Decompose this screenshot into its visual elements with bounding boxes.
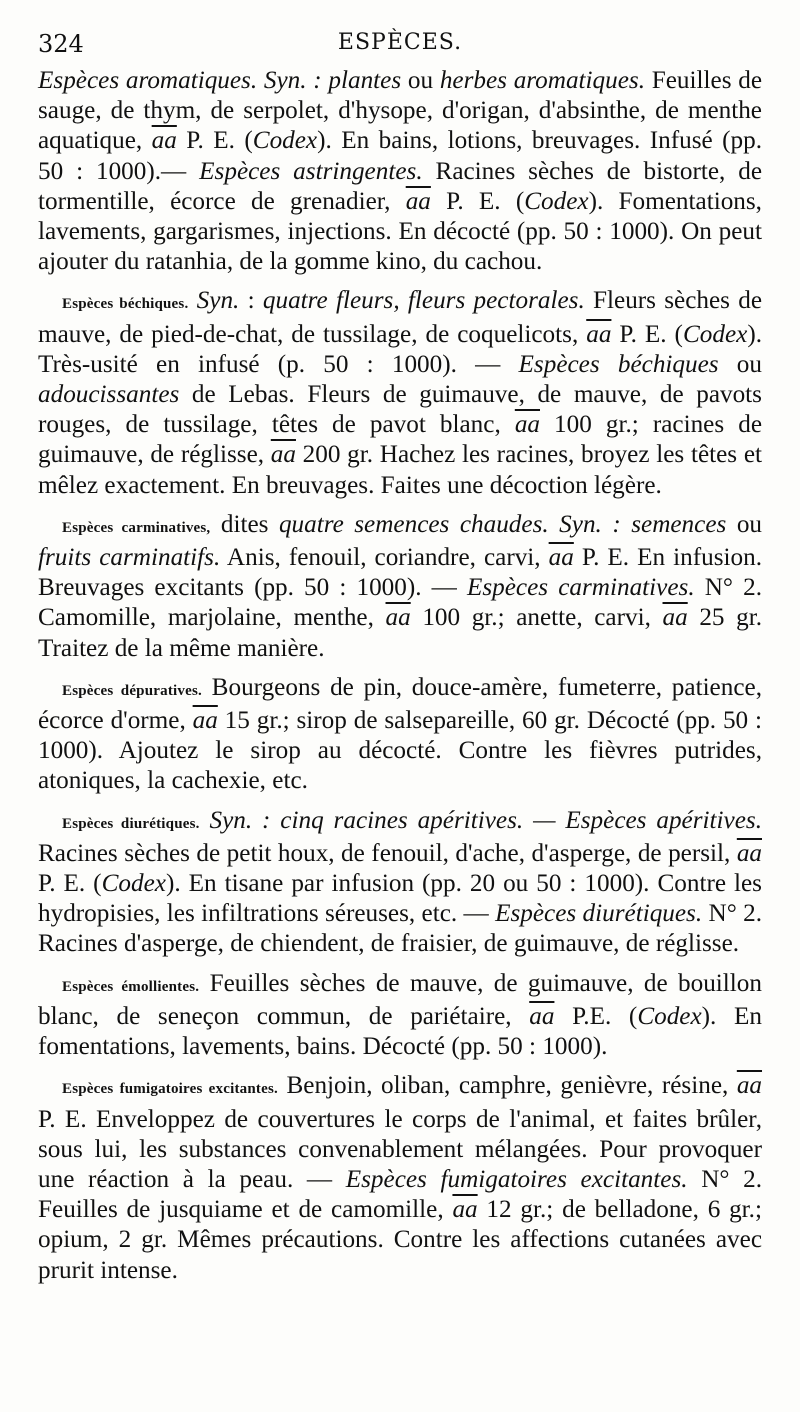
body-text bbox=[38, 66, 762, 1286]
ana-abbreviation: $\overline{aa}$ bbox=[529, 1002, 555, 1030]
entry-headword: Espèces fumigatoires excitantes. bbox=[62, 1081, 278, 1098]
text-run bbox=[200, 807, 210, 834]
ana-abbreviation: $\overline{aa}$ bbox=[151, 127, 177, 155]
italic-text: Codex bbox=[252, 127, 318, 155]
text-run: N° 2. Feuilles de jusquiame et de camomille, bbox=[38, 1165, 762, 1224]
italic-text: Codex bbox=[637, 1002, 702, 1030]
italic-text: Espèces fumigatoires excitantes. bbox=[345, 1165, 688, 1193]
running-head: ESPÈCES. bbox=[337, 30, 463, 55]
text-run: : bbox=[239, 287, 263, 315]
entry-paragraph bbox=[38, 1071, 762, 1285]
text-run: ). En tisane par infusion (pp. 20 ou 50 : 1000). Contre les hydropisies, les infiltrations séreuses, etc. — bbox=[38, 870, 762, 928]
text-run: Bourgeons de pin, douce-amère, fumeterre, patience, écorce d'orme, bbox=[38, 673, 762, 735]
entry-paragraph bbox=[38, 510, 762, 664]
text-run: N° 2. Racines d'asperge, de chiendent, de fraisier, de guimauve, de réglisse. bbox=[38, 900, 762, 958]
text-run: Feuilles de sauge, de thym, de serpolet, d'hysope, d'origan, d'absinthe, de menthe aquatique, bbox=[38, 67, 763, 155]
text-run: de Lebas. Fleurs de guimauve, de mauve, de pavots rouges, de tussilage, têtes de pavot blanc, bbox=[38, 381, 762, 439]
entry-paragraph bbox=[38, 286, 762, 500]
ana-abbreviation: $\overline{aa}$ bbox=[514, 411, 540, 439]
ana-abbreviation: $\overline{aa}$ bbox=[736, 839, 762, 867]
entry-paragraph bbox=[38, 673, 762, 797]
text-run: Benjoin, oliban, camphre, genièvre, résine, bbox=[277, 1072, 737, 1100]
italic-text: Syn. bbox=[196, 287, 240, 315]
text-run: 100 gr.; anette, carvi, bbox=[410, 604, 663, 632]
italic-text: fruits carminatifs. bbox=[38, 544, 221, 572]
ana-abbreviation: $\overline{aa}$ bbox=[548, 544, 574, 572]
italic-text: Espèces astringentes. bbox=[199, 157, 423, 185]
text-run: P. E. ( bbox=[38, 870, 102, 898]
italic-text: Espèces béchiques bbox=[518, 350, 719, 378]
text-run: ). En fomentations, lavements, bains. Décocté (pp. 50 : 1000). bbox=[38, 1002, 762, 1061]
ana-abbreviation: $\overline{aa}$ bbox=[662, 604, 688, 632]
text-run: Anis, fenouil, coriandre, carvi, bbox=[220, 544, 549, 572]
ana-abbreviation: $\overline{aa}$ bbox=[736, 1072, 763, 1100]
text-run: N° 2. Camomille, marjolaine, menthe, bbox=[38, 574, 763, 632]
text-run: ). En bains, lotions, breuvages. Infusé (pp. 50 : 1000).— bbox=[38, 127, 762, 185]
text-run: dites bbox=[210, 510, 279, 538]
page-number: 324 bbox=[38, 30, 84, 58]
italic-text: Espèces carminatives. bbox=[466, 574, 695, 602]
text-run: ou bbox=[718, 350, 762, 378]
entry-paragraph bbox=[38, 66, 762, 277]
text-run: Racines sèches de petit houx, de fenouil, d'ache, d'asperge, de persil, bbox=[38, 839, 737, 867]
italic-text: Syn. : cinq racines apéritives. — Espèces apéritives. bbox=[209, 806, 762, 834]
text-run: P. E. ( bbox=[611, 320, 683, 348]
entry-headword: Espèces béchiques. bbox=[62, 296, 189, 313]
text-run: 25 gr. Traitez de la même manière. bbox=[38, 604, 763, 662]
italic-text: herbes aromatiques. bbox=[439, 67, 646, 94]
text-run: ). Très-usité en infusé (p. 50 : 1000). — bbox=[38, 320, 762, 378]
text-run: Fleurs sèches de mauve, de pied-de-chat, de tussilage, de coquelicots, bbox=[38, 287, 763, 348]
text-run bbox=[188, 287, 196, 314]
entry-headword: Espèces diurétiques. bbox=[62, 815, 200, 832]
italic-text: Espèces aromatiques. Syn. : plantes bbox=[38, 67, 402, 94]
text-run: 15 gr.; sirop de salsepareille, 60 gr. Décocté (pp. 50 : 1000). Ajoutez le sirop au décocté. Contre les fièvres putrides, atoniques, la cachexie, etc. bbox=[38, 707, 762, 795]
ana-abbreviation: $\overline{aa}$ bbox=[452, 1196, 478, 1224]
text-run: P. E. ( bbox=[176, 127, 253, 155]
text-run: Racines sèches de bistorte, de tormentille, écorce de grenadier, bbox=[38, 157, 762, 215]
text-run: P.E. ( bbox=[554, 1002, 638, 1030]
text-run: 100 gr.; racines de guimauve, de réglisse, bbox=[38, 411, 762, 469]
text-run: ou bbox=[726, 510, 763, 538]
text-run: ou bbox=[401, 67, 440, 94]
entry-headword: Espèces émollientes. bbox=[62, 978, 200, 995]
ana-abbreviation: $\overline{aa}$ bbox=[586, 320, 612, 348]
italic-text: quatre semences chaudes. Syn. : semences bbox=[278, 510, 727, 538]
italic-text: quatre fleurs, fleurs pectorales. bbox=[262, 287, 585, 315]
italic-text: adoucissantes bbox=[38, 381, 180, 409]
entry-headword: Espèces carminatives, bbox=[62, 519, 211, 536]
entry-headword: Espèces dépuratives. bbox=[62, 682, 202, 699]
text-run: ). Fomentations, lavements, gargarismes, injections. En décocté (pp. 50 : 1000). On peut ajouter du ratanhia, de la gomme kino, du cachou. bbox=[38, 187, 762, 276]
text-run: P. E. Enveloppez de couvertures le corps de l'animal, et faites brûler, sous lui, les substances convenablement mélangées. Pour provoquer une réaction à la peau. — bbox=[38, 1105, 762, 1193]
entry-paragraph bbox=[38, 806, 762, 960]
ana-abbreviation: $\overline{aa}$ bbox=[405, 187, 431, 215]
italic-text: Espèces diurétiques. bbox=[495, 900, 703, 928]
italic-text: Codex bbox=[682, 320, 748, 348]
ana-abbreviation: $\overline{aa}$ bbox=[270, 441, 296, 469]
text-run: 12 gr.; de belladone, 6 gr.; opium, 2 gr. Mêmes précautions. Contre les affections cutanées avec prurit intense. bbox=[38, 1196, 762, 1284]
text-run: P. E. ( bbox=[430, 187, 525, 215]
text-run: Feuilles sèches de mauve, de guimauve, de bouillon blanc, de seneçon commun, de pariétaire, bbox=[38, 969, 762, 1030]
ana-abbreviation: $\overline{aa}$ bbox=[385, 604, 411, 632]
text-run: P. E. En infusion. Breuvages excitants (pp. 50 : 1000). — bbox=[38, 544, 763, 602]
italic-text: Codex bbox=[101, 870, 166, 898]
ana-abbreviation: $\overline{aa}$ bbox=[192, 707, 218, 735]
entry-paragraph bbox=[38, 969, 762, 1063]
page-header bbox=[38, 22, 762, 66]
italic-text: Codex bbox=[524, 187, 589, 215]
text-run: 200 gr. Hachez les racines, broyez les têtes et mêlez exactement. En breuvages. Faites une décoction légère. bbox=[38, 441, 762, 499]
